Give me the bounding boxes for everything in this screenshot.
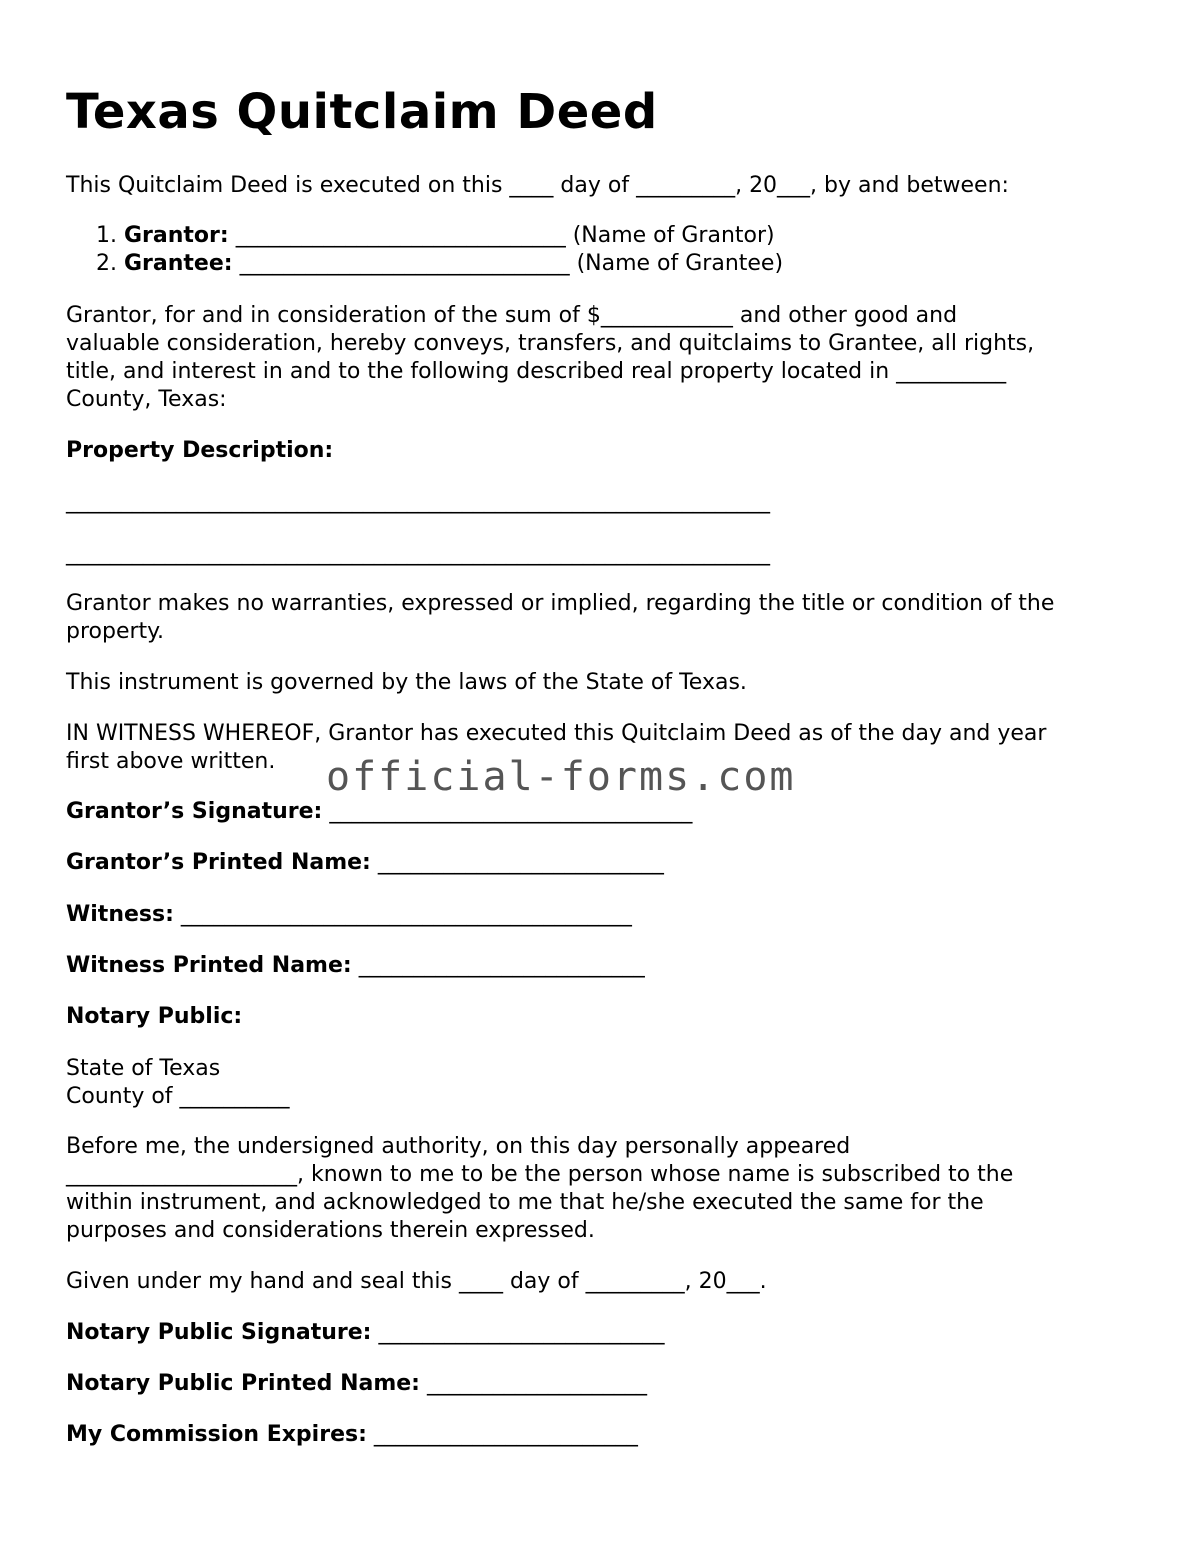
property-line: ________________________________________________________________ — [66, 541, 770, 566]
notary-printed-name-line: Notary Public Printed Name: ____________________ — [66, 1371, 647, 1396]
notary-signature-line: Notary Public Signature: __________________________ — [66, 1320, 665, 1345]
grantee-label: Grantee: — [124, 251, 233, 276]
grantor-signature-line: Grantor’s Signature: _________________________________ — [66, 799, 693, 824]
grantor-printed-name-line: Grantor’s Printed Name: __________________________ — [66, 850, 664, 875]
grantor-label: Grantor: — [124, 223, 229, 248]
intro-paragraph: This Quitclaim Deed is executed on this ____ day of _________, 20___, by and between: — [66, 173, 1009, 198]
watermark: official-forms.com — [326, 754, 796, 800]
notary-venue — [66, 1055, 290, 1111]
notary-county: County of __________ — [66, 1084, 290, 1109]
property-line: ________________________________________________________________ — [66, 489, 770, 514]
list-item-grantee: 2. Grantee: ______________________________ (Name of Grantee) — [96, 251, 784, 276]
warranty-paragraph: Grantor makes no warranties, expressed or implied, regarding the title or condition of the property. — [66, 591, 1055, 644]
list-item-grantor: 1. Grantor: ______________________________ (Name of Grantor) — [96, 223, 775, 248]
witness-paragraph: IN WITNESS WHEREOF, Grantor has executed this Quitclaim Deed as of the day and year first above written. — [66, 721, 1047, 774]
witness-line: Witness: _________________________________________ — [66, 902, 632, 927]
acknowledgment-paragraph: Before me, the undersigned authority, on this day personally appeared _____________________, known to me to be the person whose name is subscribed to the within instrument, and acknowledged to me that he/she executed the same for the purposes and considerations therein expressed. — [66, 1134, 1014, 1243]
property-heading: Property Description: — [66, 438, 334, 463]
parties-list — [96, 222, 783, 278]
given-under-paragraph: Given under my hand and seal this ____ day of _________, 20___. — [66, 1269, 767, 1294]
grantor-blank: ______________________________ (Name of Grantor) — [235, 223, 775, 248]
notary-heading: Notary Public: — [66, 1004, 243, 1029]
grantee-blank: ______________________________ (Name of Grantee) — [239, 251, 784, 276]
witness-printed-name-line: Witness Printed Name: __________________________ — [66, 953, 645, 978]
commission-expires-line: My Commission Expires: ________________________ — [66, 1422, 638, 1447]
notary-state: State of Texas — [66, 1056, 221, 1081]
governing-law-paragraph: This instrument is governed by the laws of the State of Texas. — [66, 670, 747, 695]
consideration-paragraph: Grantor, for and in consideration of the sum of $____________ and other good and valuable consideration, hereby conveys, transfers, and quitclaims to Grantee, all rights, title, and interest in and to the following described real property located in __________ County, Texas: — [66, 303, 1035, 412]
page-title: Texas Quitclaim Deed — [66, 84, 658, 140]
